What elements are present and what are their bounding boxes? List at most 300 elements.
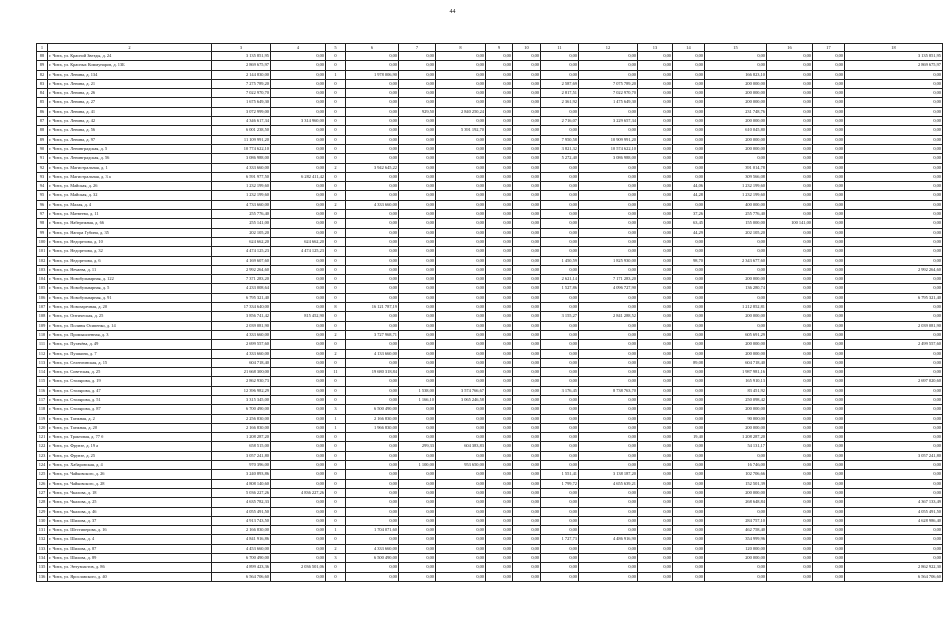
- value-cell: 0,00: [767, 144, 813, 153]
- row-number-cell: 112: [37, 349, 48, 358]
- value-cell: 7 075 789,20: [579, 79, 638, 88]
- value-cell: 200 000,00: [705, 340, 767, 349]
- value-cell: 0,00: [436, 554, 486, 563]
- value-cell: 0,00: [705, 572, 767, 581]
- value-cell: 2 144 830,00: [212, 70, 271, 79]
- value-cell: 0,00: [813, 79, 845, 88]
- value-cell: 0,00: [513, 330, 541, 339]
- value-cell: 0,00: [813, 470, 845, 479]
- table-row: [37, 572, 943, 581]
- value-cell: 0,00: [271, 544, 326, 553]
- value-cell: 0,00: [486, 219, 513, 228]
- value-cell: 0: [326, 144, 346, 153]
- value-cell: 1 987 981,16: [705, 368, 767, 377]
- address-cell: г. Чита, ул. Нечаева, д. 11: [48, 265, 212, 274]
- value-cell: 0,00: [436, 52, 486, 61]
- address-cell: г. Чита, ул. Ленина, д. 42: [48, 117, 212, 126]
- value-cell: 0: [326, 395, 346, 404]
- row-number-cell: 129: [37, 507, 48, 516]
- value-cell: 0,00: [346, 340, 399, 349]
- value-cell: 0,00: [813, 488, 845, 497]
- value-cell: 0,00: [813, 284, 845, 293]
- value-cell: 0: [326, 117, 346, 126]
- value-cell: 1: [326, 526, 346, 535]
- value-cell: 0,00: [541, 405, 579, 414]
- value-cell: 3 856 741,42: [212, 312, 271, 321]
- value-cell: 4 474 125,23: [212, 247, 271, 256]
- value-cell: 610 045,80: [705, 126, 767, 135]
- value-cell: 0,00: [513, 368, 541, 377]
- column-number-17: 17: [813, 44, 845, 52]
- row-number-cell: 92: [37, 163, 48, 172]
- value-cell: 1 538,00: [399, 386, 436, 395]
- value-cell: 0: [326, 79, 346, 88]
- value-cell: 0,00: [486, 423, 513, 432]
- value-cell: 0,00: [436, 470, 486, 479]
- value-cell: 0,00: [271, 470, 326, 479]
- value-cell: 0,00: [513, 507, 541, 516]
- table-row: [37, 284, 943, 293]
- value-cell: 0,00: [673, 321, 705, 330]
- value-cell: 0,00: [673, 79, 705, 88]
- value-cell: 200 000,00: [705, 405, 767, 414]
- value-cell: 0: [326, 451, 346, 460]
- value-cell: 0,00: [541, 237, 579, 246]
- value-cell: 0,00: [399, 544, 436, 553]
- value-cell: 0,00: [813, 423, 845, 432]
- value-cell: 0,00: [486, 414, 513, 423]
- address-cell: г. Чита, ул. Новобульварная, д. 122: [48, 275, 212, 284]
- value-cell: 0,00: [513, 135, 541, 144]
- value-cell: 0,00: [486, 470, 513, 479]
- address-cell: г. Чита, ул. Красной Звезды, д. 24: [48, 52, 212, 61]
- address-cell: г. Чита, ул. Столярова, д. 47: [48, 386, 212, 395]
- row-number-cell: 136: [37, 572, 48, 581]
- value-cell: 0,00: [673, 386, 705, 395]
- value-cell: 0,00: [579, 330, 638, 339]
- value-cell: 0,00: [579, 61, 638, 70]
- value-cell: 0,00: [436, 293, 486, 302]
- value-cell: 0,00: [271, 284, 326, 293]
- row-number-cell: 133: [37, 544, 48, 553]
- value-cell: 0,00: [346, 210, 399, 219]
- value-cell: 0,00: [541, 126, 579, 135]
- value-cell: 0,00: [638, 284, 673, 293]
- value-cell: 200 000,00: [705, 488, 767, 497]
- row-number-cell: 97: [37, 210, 48, 219]
- value-cell: 0,00: [436, 349, 486, 358]
- register-table: [36, 43, 943, 582]
- value-cell: 10 574 622,10: [579, 144, 638, 153]
- value-cell: 0,00: [486, 275, 513, 284]
- value-cell: 0,00: [436, 98, 486, 107]
- value-cell: 0,00: [271, 535, 326, 544]
- row-number-cell: 124: [37, 461, 48, 470]
- value-cell: 0,00: [346, 563, 399, 572]
- value-cell: 0,00: [541, 265, 579, 274]
- table-row: [37, 461, 943, 470]
- value-cell: 0,00: [638, 154, 673, 163]
- value-cell: 0,00: [541, 340, 579, 349]
- value-cell: 0,00: [579, 228, 638, 237]
- value-cell: 0,00: [486, 79, 513, 88]
- value-cell: 0,00: [638, 349, 673, 358]
- value-cell: 0,00: [638, 172, 673, 181]
- value-cell: 268 648,84: [705, 498, 767, 507]
- address-cell: г. Чита, ул. Энтузиастов, д. 86: [48, 563, 212, 572]
- table-row: [37, 107, 943, 116]
- value-cell: 0,00: [638, 303, 673, 312]
- value-cell: 1 527,86: [541, 284, 579, 293]
- value-cell: 0,00: [813, 70, 845, 79]
- row-number-cell: 118: [37, 405, 48, 414]
- value-cell: 0,00: [541, 247, 579, 256]
- value-cell: 0: [326, 284, 346, 293]
- value-cell: 0,00: [436, 79, 486, 88]
- value-cell: 0,00: [513, 442, 541, 451]
- value-cell: 0,00: [845, 89, 943, 98]
- value-cell: 0,00: [638, 544, 673, 553]
- value-cell: 0,00: [845, 237, 943, 246]
- value-cell: 0,00: [673, 61, 705, 70]
- value-cell: 0,00: [486, 89, 513, 98]
- value-cell: 7 171 283,20: [579, 275, 638, 284]
- value-cell: 0,00: [436, 563, 486, 572]
- value-cell: 0,00: [845, 256, 943, 265]
- value-cell: 0,00: [673, 144, 705, 153]
- table-row: [37, 172, 943, 181]
- address-cell: г. Чита, ул. Недорезова, д. 6: [48, 256, 212, 265]
- table-row: [37, 377, 943, 386]
- value-cell: 0,00: [673, 544, 705, 553]
- value-cell: 0,00: [399, 61, 436, 70]
- value-cell: 0,00: [638, 433, 673, 442]
- value-cell: 0,00: [767, 172, 813, 181]
- value-cell: 0: [326, 154, 346, 163]
- value-cell: 0,00: [845, 423, 943, 432]
- table-row: [37, 61, 943, 70]
- value-cell: 0,00: [845, 349, 943, 358]
- row-number-cell: 89: [37, 61, 48, 70]
- row-number-cell: 106: [37, 293, 48, 302]
- value-cell: 0,00: [513, 98, 541, 107]
- value-cell: 0,00: [579, 405, 638, 414]
- value-cell: 3 727 968,71: [346, 330, 399, 339]
- value-cell: 0,00: [638, 275, 673, 284]
- value-cell: 0,00: [673, 154, 705, 163]
- value-cell: 4 133 660,00: [346, 349, 399, 358]
- value-cell: 0,00: [346, 572, 399, 581]
- value-cell: 0,00: [541, 200, 579, 209]
- value-cell: 0,00: [845, 535, 943, 544]
- value-cell: 19 680 318,84: [346, 368, 399, 377]
- value-cell: 0,00: [513, 61, 541, 70]
- value-cell: 0,00: [513, 526, 541, 535]
- row-number-cell: 117: [37, 395, 48, 404]
- value-cell: 0,00: [673, 488, 705, 497]
- value-cell: 0,00: [673, 293, 705, 302]
- value-cell: 0,00: [767, 107, 813, 116]
- value-cell: 0,00: [638, 98, 673, 107]
- value-cell: 4 169 607,60: [212, 256, 271, 265]
- value-cell: 0,00: [673, 237, 705, 246]
- value-cell: 0,00: [845, 368, 943, 377]
- value-cell: 152 501,39: [705, 479, 767, 488]
- value-cell: 0,00: [705, 247, 767, 256]
- value-cell: 0,00: [271, 377, 326, 386]
- value-cell: 0,00: [813, 200, 845, 209]
- value-cell: 1 232 199,60: [705, 182, 767, 191]
- value-cell: 200 000,00: [705, 135, 767, 144]
- value-cell: 0,00: [486, 144, 513, 153]
- value-cell: 0,00: [513, 461, 541, 470]
- value-cell: 0,00: [673, 330, 705, 339]
- value-cell: 0,00: [399, 79, 436, 88]
- value-cell: 0,00: [673, 172, 705, 181]
- value-cell: 0,00: [638, 498, 673, 507]
- value-cell: 0,00: [436, 516, 486, 525]
- value-cell: 0,00: [767, 163, 813, 172]
- value-cell: 0,00: [813, 256, 845, 265]
- value-cell: 3 057 241,80: [212, 451, 271, 460]
- value-cell: 0,00: [705, 265, 767, 274]
- table-row: [37, 52, 943, 61]
- value-cell: 0,00: [346, 433, 399, 442]
- value-cell: 0,00: [638, 535, 673, 544]
- value-cell: 6 282 411,42: [271, 172, 326, 181]
- value-cell: 0: [326, 275, 346, 284]
- value-cell: 0,00: [513, 535, 541, 544]
- value-cell: 0,00: [399, 507, 436, 516]
- value-cell: 0,00: [399, 126, 436, 135]
- value-cell: 0,00: [813, 219, 845, 228]
- value-cell: 0,00: [541, 330, 579, 339]
- value-cell: 19,40: [673, 433, 705, 442]
- value-cell: 0,00: [541, 358, 579, 367]
- row-number-cell: 105: [37, 284, 48, 293]
- value-cell: 0,00: [705, 321, 767, 330]
- value-cell: 0,00: [813, 368, 845, 377]
- table-row: [37, 451, 943, 460]
- value-cell: 0,00: [399, 368, 436, 377]
- value-cell: 0,00: [346, 312, 399, 321]
- address-cell: г. Чита, ул. Ленина, д. 97: [48, 135, 212, 144]
- value-cell: 4 333 660,00: [346, 200, 399, 209]
- column-number-4: 4: [271, 44, 326, 52]
- value-cell: 0,00: [673, 265, 705, 274]
- value-cell: 0,00: [767, 70, 813, 79]
- address-cell: г. Чита, ул. Ленина, д. 27: [48, 98, 212, 107]
- value-cell: 12 396 982,29: [212, 386, 271, 395]
- value-cell: 0,00: [436, 144, 486, 153]
- value-cell: 0,00: [813, 303, 845, 312]
- value-cell: 0,00: [541, 70, 579, 79]
- value-cell: 604 718,40: [705, 358, 767, 367]
- value-cell: 0,00: [346, 470, 399, 479]
- value-cell: 0,00: [399, 182, 436, 191]
- value-cell: 0,00: [486, 451, 513, 460]
- value-cell: 0,00: [638, 191, 673, 200]
- value-cell: 0: [326, 507, 346, 516]
- value-cell: 0,00: [767, 433, 813, 442]
- value-cell: 0,00: [673, 284, 705, 293]
- table-row: [37, 303, 943, 312]
- column-number-14: 14: [673, 44, 705, 52]
- value-cell: 0,00: [513, 79, 541, 88]
- value-cell: 0,00: [579, 526, 638, 535]
- value-cell: 0,00: [845, 312, 943, 321]
- address-cell: г. Чита, ул. Чкалова, д. 46: [48, 507, 212, 516]
- value-cell: 0,00: [513, 498, 541, 507]
- value-cell: 0,00: [436, 535, 486, 544]
- value-cell: 0: [326, 237, 346, 246]
- value-cell: 0,00: [673, 405, 705, 414]
- value-cell: 0,00: [579, 340, 638, 349]
- value-cell: 2 361,92: [541, 98, 579, 107]
- value-cell: 0,00: [513, 303, 541, 312]
- value-cell: 10 909 991,20: [579, 135, 638, 144]
- value-cell: 0,00: [399, 358, 436, 367]
- row-number-cell: 102: [37, 256, 48, 265]
- value-cell: 0,00: [767, 154, 813, 163]
- value-cell: 3 155,27: [541, 312, 579, 321]
- value-cell: 11: [326, 368, 346, 377]
- address-cell: г. Чита, ул. Нагора Губина, д. 35: [48, 228, 212, 237]
- value-cell: 0,00: [399, 144, 436, 153]
- value-cell: 0,00: [638, 79, 673, 88]
- value-cell: 0,00: [541, 321, 579, 330]
- row-number-cell: 94: [37, 182, 48, 191]
- value-cell: 200 000,00: [705, 312, 767, 321]
- value-cell: 21 668 300,00: [212, 368, 271, 377]
- value-cell: 0,00: [399, 321, 436, 330]
- value-cell: 0,00: [767, 470, 813, 479]
- value-cell: 4 841 916,86: [212, 535, 271, 544]
- value-cell: 0,00: [436, 70, 486, 79]
- value-cell: 4 808 140,60: [212, 479, 271, 488]
- row-number-cell: 88: [37, 126, 48, 135]
- value-cell: 604 383,83: [436, 442, 486, 451]
- value-cell: 0,00: [513, 228, 541, 237]
- address-cell: г. Чита, ул. Промышленная, д. 3: [48, 330, 212, 339]
- value-cell: 0,00: [767, 554, 813, 563]
- value-cell: 0,00: [513, 451, 541, 460]
- value-cell: 0,00: [436, 303, 486, 312]
- value-cell: 83 451,92: [705, 386, 767, 395]
- value-cell: 0,00: [673, 554, 705, 563]
- value-cell: 0,00: [513, 265, 541, 274]
- value-cell: 0,00: [513, 321, 541, 330]
- value-cell: 200 000,00: [705, 117, 767, 126]
- address-cell: г. Чита, ул. Советская, д. 25: [48, 368, 212, 377]
- value-cell: 0,00: [399, 312, 436, 321]
- value-cell: 0,00: [673, 70, 705, 79]
- value-cell: 0,00: [541, 488, 579, 497]
- value-cell: 0,00: [767, 275, 813, 284]
- value-cell: 0,00: [638, 144, 673, 153]
- value-cell: 0,00: [346, 451, 399, 460]
- value-cell: 0,00: [436, 544, 486, 553]
- value-cell: 0: [326, 470, 346, 479]
- value-cell: 0,00: [813, 126, 845, 135]
- value-cell: 0,00: [513, 107, 541, 116]
- value-cell: 953 650,00: [436, 461, 486, 470]
- value-cell: 0,00: [271, 498, 326, 507]
- value-cell: 0,00: [436, 237, 486, 246]
- value-cell: 2 841 288,52: [579, 312, 638, 321]
- value-cell: 0,00: [767, 535, 813, 544]
- value-cell: 0,00: [638, 200, 673, 209]
- value-cell: 0,00: [399, 563, 436, 572]
- value-cell: 0: [326, 52, 346, 61]
- value-cell: 0,00: [813, 98, 845, 107]
- value-cell: 3 135 851,95: [845, 52, 943, 61]
- value-cell: 44,28: [673, 191, 705, 200]
- value-cell: 0,00: [399, 247, 436, 256]
- value-cell: 0,00: [486, 563, 513, 572]
- value-cell: 0,00: [399, 405, 436, 414]
- value-cell: 0,00: [436, 228, 486, 237]
- value-cell: 0,00: [513, 219, 541, 228]
- value-cell: 0,00: [399, 52, 436, 61]
- table-row: [37, 423, 943, 432]
- value-cell: 0,00: [638, 414, 673, 423]
- value-cell: 0,00: [579, 516, 638, 525]
- value-cell: 0,00: [399, 200, 436, 209]
- value-cell: 0,00: [845, 358, 943, 367]
- value-cell: 0,00: [486, 163, 513, 172]
- table-row: [37, 98, 943, 107]
- value-cell: 1 232 199,60: [212, 182, 271, 191]
- value-cell: 0,00: [579, 433, 638, 442]
- value-cell: 0,00: [767, 479, 813, 488]
- value-cell: 0,00: [271, 79, 326, 88]
- value-cell: 0,00: [436, 89, 486, 98]
- value-cell: 0,00: [579, 423, 638, 432]
- value-cell: 5 272,40: [541, 154, 579, 163]
- value-cell: 3 942 645,22: [346, 163, 399, 172]
- address-cell: г. Чита, ул. Новобульварная, д. 91: [48, 293, 212, 302]
- value-cell: 0: [326, 293, 346, 302]
- value-cell: 0,00: [486, 154, 513, 163]
- value-cell: 0,00: [813, 107, 845, 116]
- value-cell: 0: [326, 256, 346, 265]
- value-cell: 3 314 960,00: [271, 117, 326, 126]
- value-cell: 0,00: [346, 135, 399, 144]
- address-cell: г. Чита, ул. Ленина, д. 26: [48, 89, 212, 98]
- column-number-7: 7: [399, 44, 436, 52]
- value-cell: 0,00: [767, 358, 813, 367]
- value-cell: 0,00: [436, 433, 486, 442]
- value-cell: 11 109 991,20: [212, 135, 271, 144]
- value-cell: 0,00: [705, 52, 767, 61]
- value-cell: 0,00: [673, 498, 705, 507]
- value-cell: 0,00: [705, 507, 767, 516]
- value-cell: 0,00: [486, 544, 513, 553]
- value-cell: 0,00: [486, 572, 513, 581]
- value-cell: 0,00: [541, 414, 579, 423]
- value-cell: 0,00: [513, 488, 541, 497]
- value-cell: 0,00: [436, 265, 486, 274]
- value-cell: 0,00: [813, 340, 845, 349]
- table-row: [37, 433, 943, 442]
- value-cell: 0,00: [486, 321, 513, 330]
- value-cell: 0,00: [399, 265, 436, 274]
- value-cell: 166 823,10: [705, 70, 767, 79]
- value-cell: 0,00: [486, 405, 513, 414]
- value-cell: 0,00: [346, 98, 399, 107]
- value-cell: 0,00: [673, 200, 705, 209]
